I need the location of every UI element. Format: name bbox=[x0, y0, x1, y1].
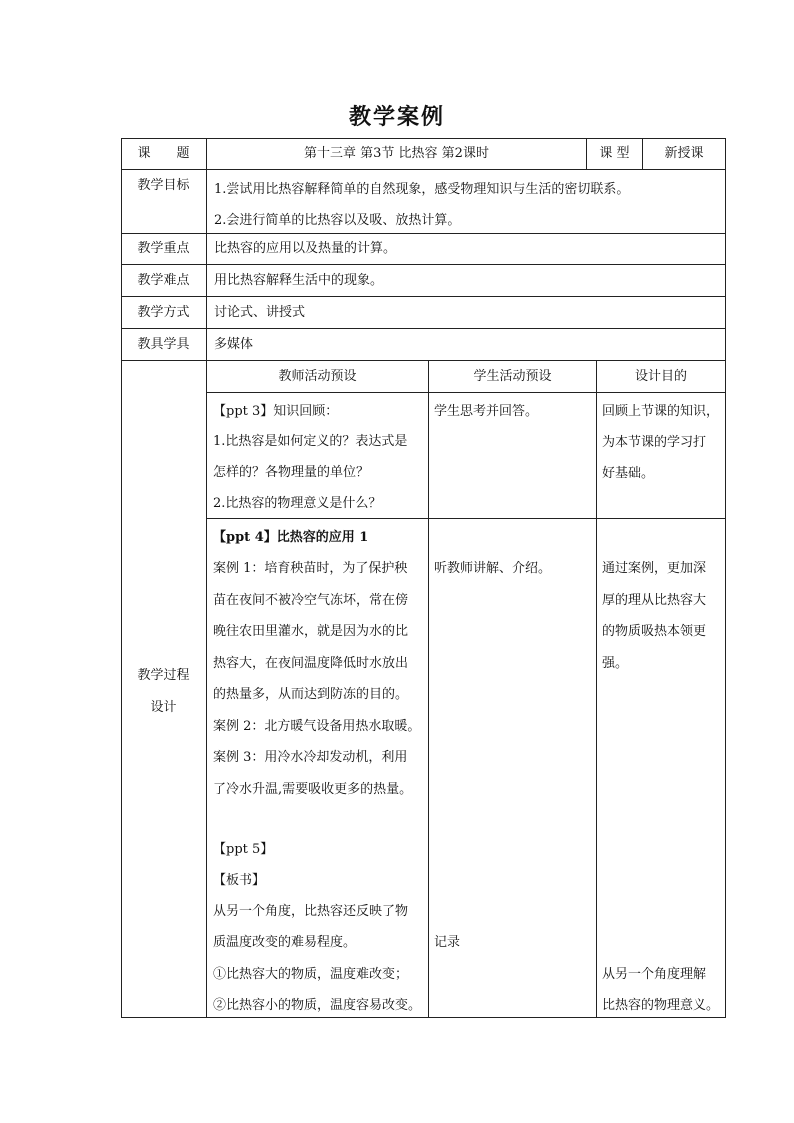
teacher-line: 【ppt 3】知识回顾： bbox=[213, 404, 339, 419]
difficulty-label: 教学难点 bbox=[137, 273, 190, 288]
topic-value: 第十三章 第3节 比热容 第2课时 bbox=[304, 146, 489, 161]
student-line: 听教师讲解、介绍。 bbox=[434, 561, 552, 576]
col-header-teacher: 教师活动预设 bbox=[278, 369, 357, 384]
purpose-line: 厚的理从比热容大 bbox=[602, 593, 707, 608]
teacher-line: 1.比热容是如何定义的？表达式是 bbox=[213, 434, 408, 449]
teacher-line: 苗在夜间不被冷空气冻坏，常在傍 bbox=[213, 593, 409, 608]
teacher-line: 【板书】 bbox=[213, 873, 266, 888]
teacher-line: 热容大，在夜间温度降低时水放出 bbox=[213, 656, 409, 671]
purpose-line: 从另一个角度理解 bbox=[602, 967, 707, 982]
student-line: 记录 bbox=[434, 935, 461, 950]
purpose-line: 比热容的物理意义。 bbox=[602, 998, 720, 1013]
type-value: 新授课 bbox=[664, 146, 704, 161]
purpose-line: 好基础。 bbox=[602, 466, 655, 481]
rule bbox=[121, 169, 726, 170]
rule bbox=[121, 328, 726, 329]
objectives-label: 教学目标 bbox=[137, 178, 190, 193]
rule bbox=[206, 392, 726, 393]
rule bbox=[121, 233, 726, 234]
rule bbox=[206, 518, 726, 519]
key-point-value: 比热容的应用以及热量的计算。 bbox=[214, 241, 397, 256]
teacher-line: 质温度改变的难易程度。 bbox=[213, 935, 357, 950]
tools-label: 教具学具 bbox=[137, 337, 190, 352]
rule bbox=[121, 296, 726, 297]
objective-item: 2.会进行简单的比热容以及吸、放热计算。 bbox=[214, 213, 461, 228]
teacher-line: 晚往农田里灌水，就是因为水的比 bbox=[213, 624, 409, 639]
process-label-line2: 设计 bbox=[150, 700, 177, 715]
teacher-line: 案例 2：北方暖气设备用热水取暖。 bbox=[213, 719, 421, 734]
student-line: 学生思考并回答。 bbox=[434, 404, 539, 419]
objective-item: 1.尝试用比热容解释简单的自然现象，感受物理知识与生活的密切联系。 bbox=[214, 182, 630, 197]
rule bbox=[121, 1017, 726, 1018]
purpose-line: 强。 bbox=[602, 656, 629, 671]
rule bbox=[206, 138, 207, 1018]
process-label: 教学过程 bbox=[137, 668, 190, 683]
teacher-line: 怎样的？各物理量的单位？ bbox=[213, 465, 370, 480]
purpose-line: 为本节课的学习打 bbox=[602, 435, 707, 450]
key-point-label: 教学重点 bbox=[137, 241, 190, 256]
teacher-line: 的热量多，从而达到防冻的目的。 bbox=[213, 687, 409, 702]
teacher-line: ②比热容小的物质，温度容易改变。 bbox=[213, 998, 422, 1013]
tools-value: 多媒体 bbox=[214, 337, 254, 352]
topic-label: 课 题 bbox=[137, 146, 190, 161]
lesson-table bbox=[121, 138, 726, 1018]
method-value: 讨论式、讲授式 bbox=[214, 305, 306, 320]
teacher-line: 从另一个角度，比热容还反映了物 bbox=[213, 904, 409, 919]
teacher-line: 【ppt 4】比热容的应用 1 bbox=[213, 530, 369, 545]
rule bbox=[596, 360, 597, 1018]
method-label: 教学方式 bbox=[137, 305, 190, 320]
col-header-purpose: 设计目的 bbox=[634, 369, 687, 384]
teacher-line: 案例 1：培育秧苗时，为了保护秧 bbox=[213, 561, 408, 576]
rule bbox=[121, 264, 726, 265]
purpose-line: 回顾上节课的知识， bbox=[602, 404, 720, 419]
rule bbox=[725, 138, 726, 1018]
purpose-line: 通过案例，更加深 bbox=[602, 561, 707, 576]
rule bbox=[428, 360, 429, 1018]
purpose-line: 的物质吸热本领更 bbox=[602, 624, 707, 639]
col-header-student: 学生活动预设 bbox=[473, 369, 552, 384]
teacher-line: 了冷水升温,需要吸收更多的热量。 bbox=[213, 782, 413, 797]
difficulty-value: 用比热容解释生活中的现象。 bbox=[214, 273, 384, 288]
teacher-line: ①比热容大的物质，温度难改变； bbox=[213, 967, 409, 982]
teacher-line: 【ppt 5】 bbox=[213, 842, 274, 857]
page-title: 教学案例 bbox=[348, 104, 445, 130]
teacher-line: 案例 3：用冷水冷却发动机，利用 bbox=[213, 750, 408, 765]
teacher-line: 2.比热容的物理意义是什么？ bbox=[213, 496, 382, 511]
type-label: 课 型 bbox=[599, 146, 630, 161]
